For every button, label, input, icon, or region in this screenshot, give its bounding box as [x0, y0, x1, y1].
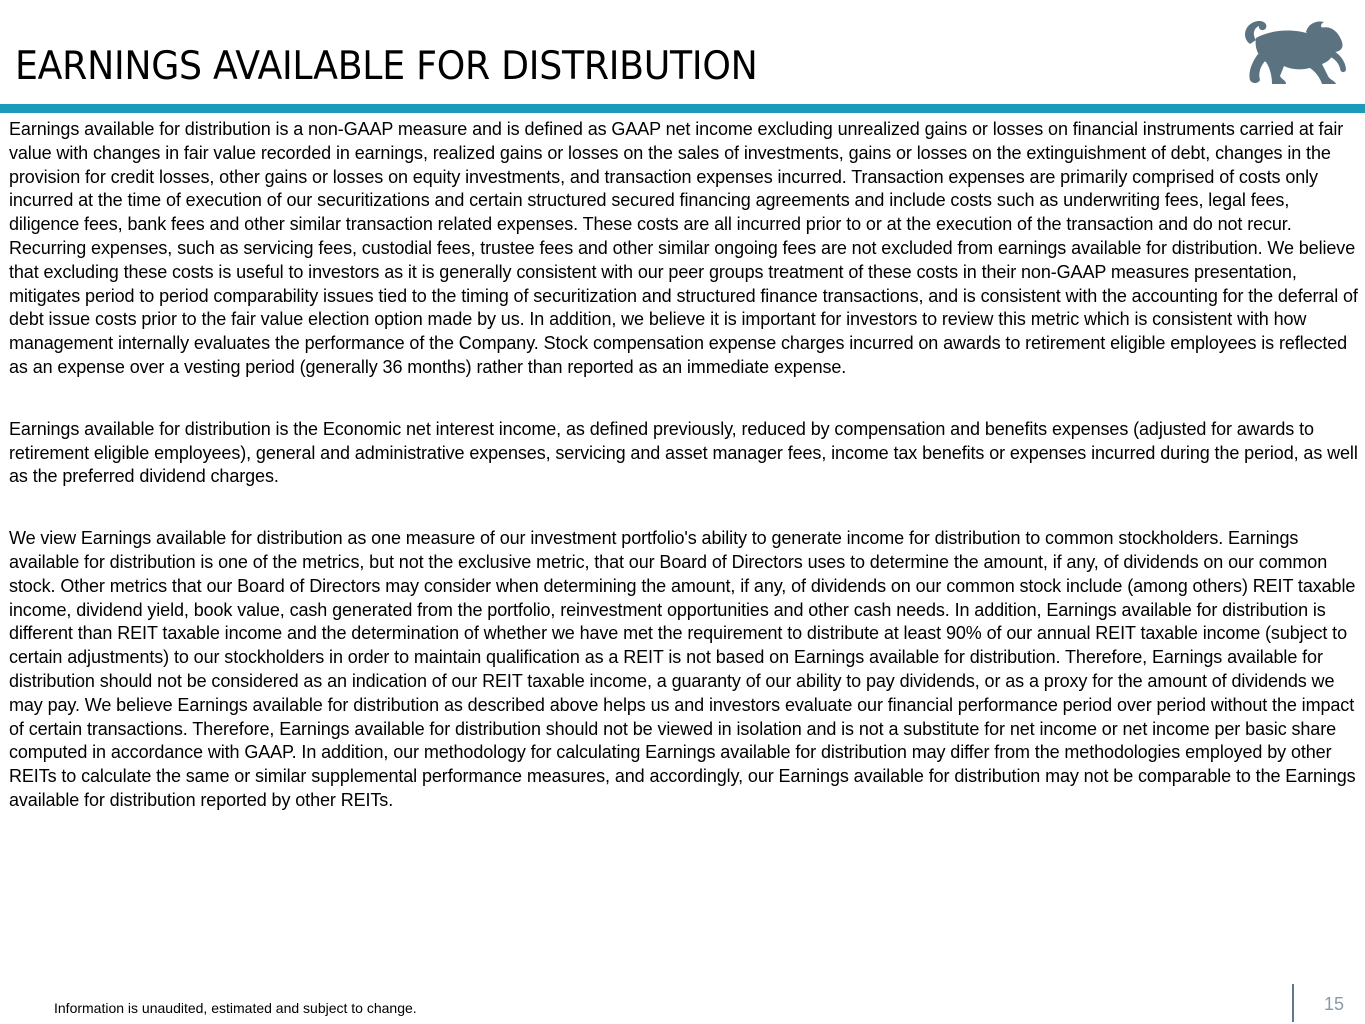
body-paragraph: Earnings available for distribution is the Economic net interest income, as defined previously, reduced by compensation and benefits expenses (adjusted for awards to retirement eligible employees), general and administrative expenses, servicing and asset manager fees, income tax benefits or expenses incurred during the period, as well as the preferred dividend charges.: [9, 418, 1358, 487]
page-number: 15: [1323, 994, 1344, 1014]
title-divider: [0, 104, 1365, 113]
page-number-divider: [1292, 984, 1294, 1022]
page-title: EARNINGS AVAILABLE FOR DISTRIBUTION: [15, 44, 758, 89]
footnote: Information is unaudited, estimated and subject to change.: [54, 1000, 417, 1016]
body-paragraph: Earnings available for distribution is a non-GAAP measure and is defined as GAAP net income excluding unrealized gains or losses on financial instruments carried at fair value with changes in fair value recorded in earnings, realized gains or losses on the sales of investments, gains or losses on the extinguishment of debt, changes in the provision for credit losses, other gains or losses on equity investments, and transaction expenses incurred. Transaction expenses are primarily comprised of costs only incurred at the time of execution of our securitizations and certain structured secured financing agreements and include costs such as underwriting fees, legal fees, diligence fees, bank fees and other similar transaction related expenses. These costs are all incurred prior to or at the execution of the transaction and do not recur. Recurring expenses, such as servicing fees, custodial fees, trustee fees and other similar ongoing fees are not excluded from earnings available for distribution. We believe that excluding these costs is useful to investors as it is generally consistent with our peer groups treatment of these costs in their non-GAAP measures presentation, mitigates period to period comparability issues tied to the timing of securitization and structured finance transactions, and is consistent with the accounting for the deferral of debt issue costs prior to the fair value election option made by us. In addition, we believe it is important for investors to review this metric which is consistent with how management internally evaluates the performance of the Company. Stock compensation expense charges incurred on awards to retirement eligible employees is reflected as an expense over a vesting period (generally 36 months) rather than reported as an immediate expense.: [9, 119, 1358, 377]
lion-icon: [1236, 14, 1350, 94]
body-paragraph: We view Earnings available for distribution as one measure of our investment portfolio's ability to generate income for distribution to common stockholders. Earnings available for distribution is one of the metrics, but not the exclusive metric, that our Board of Directors uses to determine the amount, if any, of dividends on our common stock. Other metrics that our Board of Directors may consider when determining the amount, if any, of dividends on our common stock include (among others) REIT taxable income, dividend yield, book value, cash generated from the portfolio, reinvestment opportunities and other cash needs. In addition, Earnings available for distribution is different than REIT taxable income and the determination of whether we have met the requirement to distribute at least 90% of our annual REIT taxable income (subject to certain adjustments) to our stockholders in order to maintain qualification as a REIT is not based on Earnings available for distribution. Therefore, Earnings available for distribution should not be considered as an indication of our REIT taxable income, a guaranty of our ability to pay dividends, or as a proxy for the amount of dividends we may pay. We believe Earnings available for distribution as described above helps us and investors evaluate our financial performance period over period without the impact of certain transactions. Therefore, Earnings available for distribution should not be viewed in isolation and is not a substitute for net income or net income per basic share computed in accordance with GAAP. In addition, our methodology for calculating Earnings available for distribution may differ from the methodologies employed by other REITs to calculate the same or similar supplemental performance measures, and accordingly, our Earnings available for distribution may not be comparable to the Earnings available for distribution reported by other REITs.: [9, 528, 1356, 810]
body-text: [9, 118, 1361, 813]
